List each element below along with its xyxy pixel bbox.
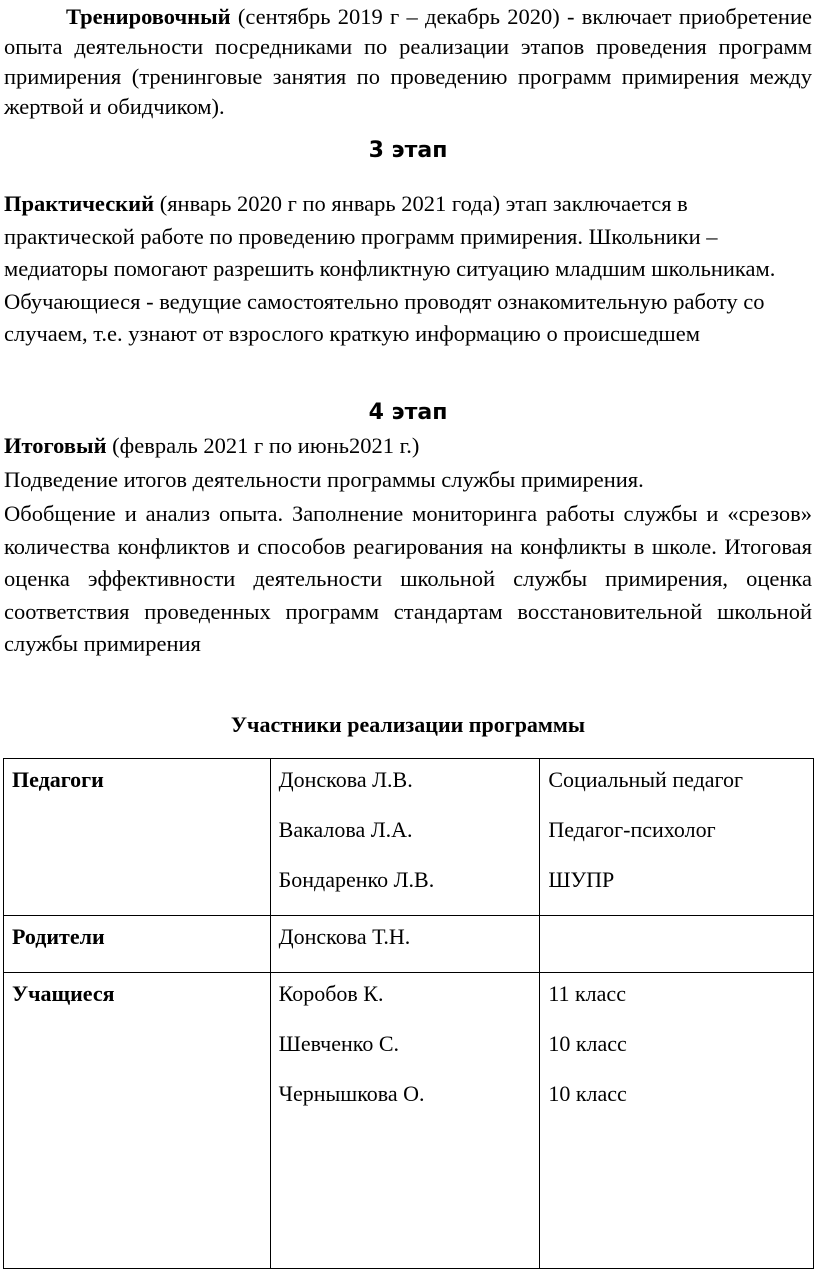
- intro-paragraph: [4, 2, 812, 122]
- roles-cell: [540, 973, 814, 1269]
- roles-cell: [540, 916, 814, 973]
- group-cell: [4, 759, 271, 916]
- stage4-heading: 4 этап: [368, 400, 448, 425]
- participant-role: Социальный педагог: [548, 767, 744, 792]
- group-label: Педагоги: [12, 767, 104, 792]
- participant-name: Донскова Т.Н.: [278, 924, 411, 949]
- participant-role: 11 класс: [548, 981, 626, 1006]
- participant-role: 10 класс: [548, 1031, 627, 1056]
- stage4-dates-line: [4, 430, 812, 461]
- stage3-term: Практический: [4, 191, 155, 216]
- stage4-dates: (февраль 2021 г по июнь2021 г.): [106, 433, 420, 458]
- stage3-heading: 3 этап: [368, 138, 448, 163]
- participant-name: Бондаренко Л.В.: [278, 867, 435, 892]
- participant-role: Педагог-психолог: [548, 817, 716, 842]
- participant-name: Донскова Л.В.: [278, 767, 413, 792]
- table-row: [4, 759, 814, 916]
- participant-name: Шевченко С.: [278, 1031, 399, 1056]
- intro-text: (сентябрь 2019 г – декабрь 2020) - включает приобретение опыта деятельности посредниками по реализации этапов проведения программ примирения (тренинговые занятия по проведению программ примирения между жертвой и обидчиком).: [4, 4, 812, 119]
- participants-table: [3, 758, 814, 1269]
- group-cell: [4, 973, 271, 1269]
- participant-name: Коробов К.: [278, 981, 384, 1006]
- names-cell: [270, 759, 540, 916]
- stage3-text: (январь 2020 г по январь 2021 года) этап заключается в практической работе по проведению программ примирения. Школьники – медиаторы помогают разрешить конфликтную ситуацию младшим школьникам. Обучающиеся - ведущие самостоятельно проводят ознакомительную работу со случаем, т.е. узнают от взрослого краткую информацию о происшедшем: [4, 191, 776, 346]
- participant-role: 10 класс: [548, 1081, 627, 1106]
- stage4-summary-line: Подведение итогов деятельности программы службы примирения.: [4, 467, 644, 492]
- names-cell: [270, 973, 540, 1269]
- group-label: Учащиеся: [12, 981, 115, 1006]
- participant-name: Вакалова Л.А.: [278, 817, 413, 842]
- stage4-term: Итоговый: [4, 433, 107, 458]
- names-cell: [270, 916, 540, 973]
- table-title: Участники реализации программы: [230, 712, 586, 737]
- participant-role: ШУПР: [548, 867, 615, 892]
- stage4-paragraph: Обобщение и анализ опыта. Заполнение мониторинга работы службы и «срезов» количества конфликтов и способов реагирования на конфликты в школе. Итоговая оценка эффективности деятельности школьной службы примирения, оценка соответствия проведенных программ стандартам восстановительной школьной службы примирения: [4, 501, 812, 656]
- table-row: [4, 916, 814, 973]
- participant-name: Чернышкова О.: [278, 1081, 425, 1106]
- group-label: Родители: [12, 924, 105, 949]
- intro-term: Тренировочный: [66, 4, 231, 29]
- roles-cell: [540, 759, 814, 916]
- table-row: [4, 973, 814, 1269]
- stage3-paragraph: [4, 188, 812, 351]
- group-cell: [4, 916, 271, 973]
